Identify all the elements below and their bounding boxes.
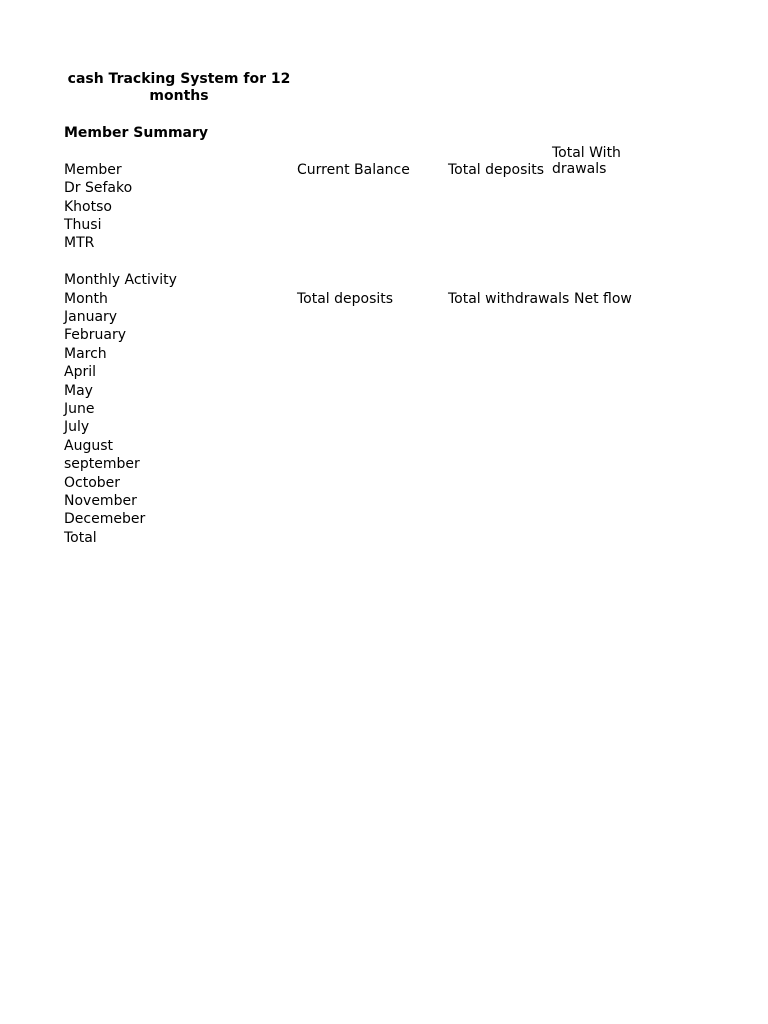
member-row-label: MTR: [64, 235, 95, 251]
month-row-label: August: [64, 438, 113, 454]
month-row-label: July: [64, 419, 90, 435]
member-column-header: Member: [64, 162, 122, 178]
month-row-label: June: [64, 401, 95, 417]
month-row-label: september: [64, 456, 140, 472]
month-row-label: Decemeber: [64, 511, 146, 527]
member-row-label: Dr Sefako: [64, 180, 133, 196]
month-row-label: November: [64, 493, 137, 509]
month-row-label: January: [64, 309, 118, 325]
monthly-activity-heading: Monthly Activity: [64, 272, 177, 288]
current-balance-column-header: Current Balance: [297, 162, 410, 178]
net-flow-column-header: Net flow: [574, 291, 632, 307]
month-row-label: May: [64, 383, 93, 399]
member-row-label: Khotso: [64, 199, 112, 215]
member-row-label: Thusi: [64, 217, 102, 233]
monthly-total-deposits-column-header: Total deposits: [297, 291, 394, 307]
month-row-label: April: [64, 364, 96, 380]
month-row-label: October: [64, 475, 121, 491]
month-row-label: March: [64, 346, 107, 362]
total-deposits-column-header: Total deposits: [448, 162, 545, 178]
month-column-header: Month: [64, 291, 108, 307]
monthly-total-withdrawals-column-header: Total withdrawals: [448, 291, 570, 307]
total-row-label: Total: [64, 530, 97, 546]
month-row-label: February: [64, 327, 127, 343]
sheet-title: cash Tracking System for 12 months: [67, 71, 291, 104]
total-withdrawals-column-header: Total With drawals: [552, 145, 621, 177]
member-summary-heading: Member Summary: [64, 125, 209, 141]
